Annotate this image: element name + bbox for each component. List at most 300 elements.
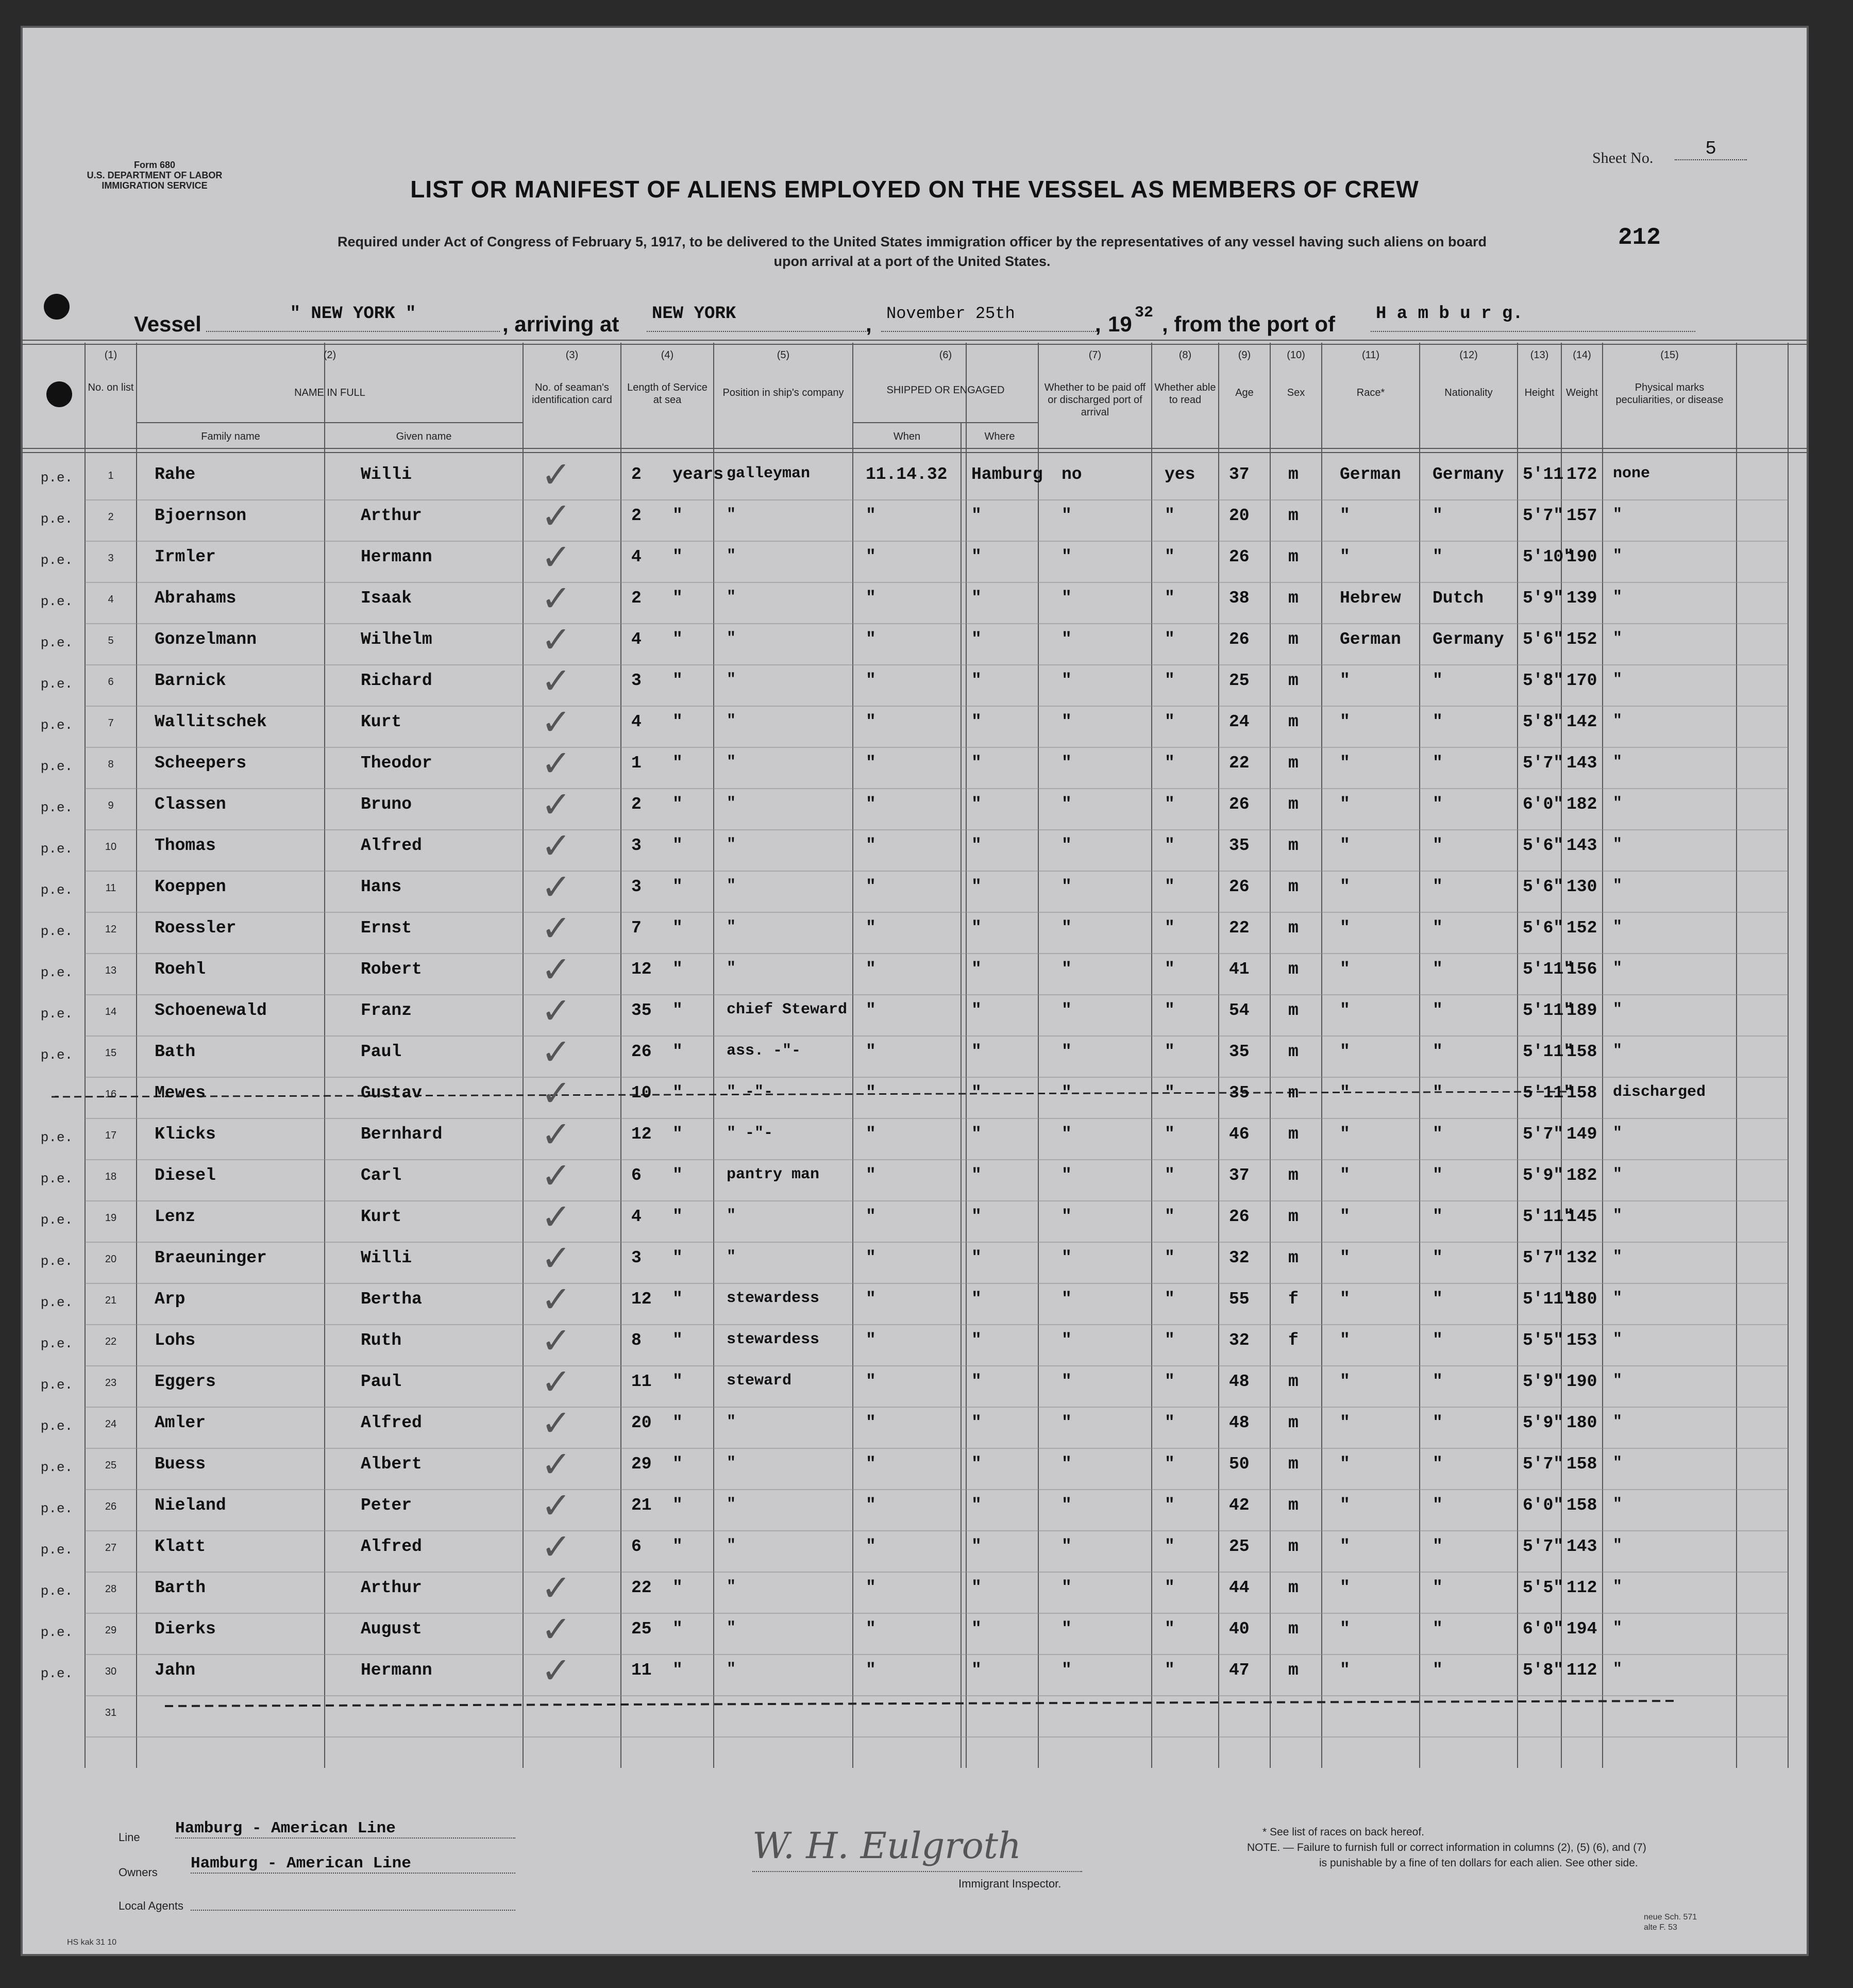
able-to-read: ": [1165, 1001, 1175, 1020]
pe-mark: p.e.: [40, 1130, 73, 1145]
service-unit: ": [672, 1331, 683, 1350]
service-length: 1: [631, 754, 642, 773]
given-name: Ruth: [361, 1331, 402, 1350]
row-number: 31: [105, 1707, 117, 1718]
position: stewardess: [727, 1290, 820, 1307]
pe-mark: p.e.: [40, 1047, 73, 1063]
table-row: [21, 1237, 1809, 1283]
age: 22: [1229, 918, 1250, 938]
given-name: Bruno: [361, 795, 412, 814]
family-name: Schoenewald: [155, 1001, 267, 1020]
row-number: 26: [105, 1501, 117, 1512]
table-row: [21, 1155, 1809, 1201]
paid-off: ": [1062, 1290, 1072, 1309]
archive-ref-new: neue Sch. 571: [1644, 1913, 1697, 1922]
position: ass. -"-: [727, 1042, 801, 1060]
physical-marks: ": [1613, 712, 1623, 730]
row-number: 28: [105, 1583, 117, 1595]
height: 5'10": [1523, 547, 1574, 566]
sex: m: [1288, 506, 1299, 525]
race: ": [1340, 1042, 1350, 1061]
weight: 190: [1566, 1372, 1597, 1391]
weight: 157: [1566, 506, 1597, 525]
comma-sep-2: ,: [1095, 312, 1101, 336]
age: 38: [1229, 589, 1250, 608]
family-name: Koeppen: [155, 877, 226, 896]
sheet-number-label: Sheet No.: [1592, 149, 1654, 166]
row-number: 23: [105, 1377, 117, 1389]
service-unit: ": [672, 1083, 683, 1102]
shipped-where: ": [971, 1042, 982, 1061]
header-read-num: (8): [1178, 349, 1192, 361]
form-number: Form 680: [133, 160, 176, 170]
age: 48: [1229, 1413, 1250, 1432]
able-to-read: ": [1165, 1042, 1175, 1061]
check-mark-icon: ✓: [541, 1526, 571, 1568]
row-number: 20: [105, 1254, 117, 1265]
given-name: Ernst: [361, 918, 412, 938]
check-mark-icon: ✓: [541, 1443, 571, 1485]
service-unit: ": [672, 960, 683, 979]
weight: 189: [1566, 1001, 1597, 1020]
physical-marks: ": [1613, 795, 1623, 812]
physical-marks: none: [1613, 465, 1650, 482]
weight: 190: [1566, 547, 1597, 566]
pe-mark: -: [53, 1089, 61, 1104]
family-name: Dierks: [155, 1619, 216, 1639]
age: 24: [1229, 712, 1250, 731]
row-number: 12: [105, 924, 117, 935]
table-row: [21, 1361, 1809, 1407]
nationality: ": [1433, 1661, 1443, 1680]
height: 5'6": [1523, 836, 1564, 855]
nationality: ": [1433, 1001, 1443, 1020]
header-position-num: (5): [777, 349, 790, 361]
weight: 153: [1566, 1331, 1597, 1350]
inspector-label: Immigrant Inspector.: [958, 1877, 1062, 1890]
row-number: 5: [108, 635, 114, 646]
service-length: 2: [631, 589, 642, 608]
age: 20: [1229, 506, 1250, 525]
weight: 143: [1566, 836, 1597, 855]
shipped-where: ": [971, 1372, 982, 1391]
given-name: Paul: [361, 1372, 402, 1391]
shipped-when: ": [866, 506, 876, 525]
weight: 152: [1566, 918, 1597, 938]
age: 47: [1229, 1661, 1250, 1680]
paid-off: no: [1062, 465, 1082, 484]
sex: m: [1288, 1372, 1299, 1391]
physical-marks: ": [1613, 1413, 1623, 1431]
position: ": [727, 1537, 736, 1555]
service-unit: years: [672, 465, 724, 484]
paid-off: ": [1062, 671, 1072, 690]
table-row: [21, 866, 1809, 912]
pe-mark: p.e.: [40, 1460, 73, 1475]
shipped-where: ": [971, 1083, 982, 1102]
shipped-when: ": [866, 960, 876, 979]
table-row: [21, 660, 1809, 706]
able-to-read: ": [1165, 506, 1175, 525]
row-number: 25: [105, 1460, 117, 1471]
check-mark-icon: ✓: [541, 536, 571, 578]
race: ": [1340, 1619, 1350, 1639]
check-mark-icon: ✓: [541, 825, 571, 867]
shipped-where: ": [971, 1496, 982, 1515]
table-row: [21, 1696, 1809, 1737]
pe-mark: p.e.: [40, 1336, 73, 1351]
weight: 170: [1566, 671, 1597, 690]
note-races: * See list of races on back hereof.: [1262, 1826, 1425, 1838]
family-name: Lenz: [155, 1207, 196, 1226]
header-id-card: No. of seaman's identification card: [532, 382, 612, 406]
given-name: Paul: [361, 1042, 402, 1061]
service-length: 2: [631, 795, 642, 814]
race: ": [1340, 1496, 1350, 1515]
race: ": [1340, 1083, 1350, 1102]
check-mark-icon: ✓: [541, 1402, 571, 1444]
able-to-read: ": [1165, 1455, 1175, 1474]
shipped-where: ": [971, 795, 982, 814]
race: ": [1340, 1331, 1350, 1350]
shipped-when: ": [866, 1042, 876, 1061]
physical-marks: ": [1613, 1537, 1623, 1555]
header-age-num: (9): [1238, 349, 1251, 361]
family-name: Thomas: [155, 836, 216, 855]
department: U.S. DEPARTMENT OF LABOR: [87, 170, 223, 180]
table-row: [21, 1196, 1809, 1242]
able-to-read: ": [1165, 1413, 1175, 1432]
given-name: Franz: [361, 1001, 412, 1020]
race: ": [1340, 712, 1350, 731]
able-to-read: ": [1165, 1661, 1175, 1680]
service-length: 11: [631, 1372, 652, 1391]
sex: m: [1288, 1455, 1299, 1474]
sex: m: [1288, 465, 1299, 484]
service-unit: ": [672, 1001, 683, 1020]
weight: 112: [1566, 1578, 1597, 1597]
header-id-card-num: (3): [565, 349, 579, 361]
comma-sep: ,: [866, 312, 872, 336]
given-name: Hermann: [361, 1661, 432, 1680]
service-length: 22: [631, 1578, 652, 1597]
shipped-where: ": [971, 836, 982, 855]
physical-marks: ": [1613, 918, 1623, 936]
check-mark-icon: ✓: [541, 577, 571, 620]
shipped-where: ": [971, 1290, 982, 1309]
position: galleyman: [727, 465, 811, 482]
race: ": [1340, 1248, 1350, 1267]
year-suffix: 32: [1135, 304, 1154, 322]
able-to-read: ": [1165, 671, 1175, 690]
header-where: Where: [984, 431, 1015, 442]
service-length: 2: [631, 506, 642, 525]
height: 5'11": [1523, 1083, 1574, 1102]
header-shipped-num: (6): [939, 349, 952, 361]
physical-marks: ": [1613, 1372, 1623, 1390]
family-name: Scheepers: [155, 754, 247, 773]
table-row: [21, 948, 1809, 995]
row-number: 27: [105, 1542, 117, 1553]
shipped-when: ": [866, 918, 876, 938]
check-mark-icon: ✓: [541, 783, 571, 826]
position: ": [727, 630, 736, 647]
header-position: Position in ship's company: [722, 387, 844, 398]
table-row: [21, 1484, 1809, 1531]
sex: m: [1288, 1083, 1299, 1102]
service-unit: ": [672, 1125, 683, 1144]
sex: m: [1288, 1207, 1299, 1226]
given-name: Gustav: [361, 1083, 422, 1102]
position: ": [727, 712, 736, 730]
pe-mark: p.e.: [40, 1212, 73, 1228]
height: 5'8": [1523, 671, 1564, 690]
check-mark-icon: ✓: [541, 1113, 571, 1156]
arriving-port: NEW YORK: [647, 304, 868, 332]
sex: m: [1288, 671, 1299, 690]
weight: 182: [1566, 1166, 1597, 1185]
given-name: Hans: [361, 877, 402, 896]
service-unit: ": [672, 1578, 683, 1597]
sex: m: [1288, 1496, 1299, 1515]
age: 55: [1229, 1290, 1250, 1309]
shipped-when: ": [866, 671, 876, 690]
age: 50: [1229, 1455, 1250, 1474]
position: ": [727, 795, 736, 812]
nationality: ": [1433, 1537, 1443, 1556]
shipped-when: ": [866, 1578, 876, 1597]
weight: 145: [1566, 1207, 1597, 1226]
shipped-where: ": [971, 589, 982, 608]
race: ": [1340, 547, 1350, 566]
shipped-when: ": [866, 1661, 876, 1680]
service-length: 2: [631, 465, 642, 484]
physical-marks: ": [1613, 1166, 1623, 1183]
position: ": [727, 1619, 736, 1637]
shipped-where: ": [971, 960, 982, 979]
physical-marks: ": [1613, 589, 1623, 606]
sex: m: [1288, 795, 1299, 814]
row-number: 14: [105, 1006, 117, 1017]
row-number: 11: [105, 882, 116, 894]
check-mark-icon: ✓: [541, 1567, 571, 1609]
nationality: ": [1433, 1207, 1443, 1226]
sex: f: [1288, 1331, 1299, 1350]
paid-off: ": [1062, 1661, 1072, 1680]
position: " -"-: [727, 1125, 773, 1142]
able-to-read: ": [1165, 918, 1175, 938]
family-name: Eggers: [155, 1372, 216, 1391]
given-name: Peter: [361, 1496, 412, 1515]
header-shipped: SHIPPED OR ENGAGED: [886, 385, 1005, 396]
able-to-read: ": [1165, 1290, 1175, 1309]
pe-mark: p.e.: [40, 882, 73, 898]
height: 5'7": [1523, 1537, 1564, 1556]
sex: m: [1288, 1042, 1299, 1061]
nationality: ": [1433, 1619, 1443, 1639]
pe-mark: p.e.: [40, 1418, 73, 1434]
position: chief Steward: [727, 1001, 848, 1018]
given-name: August: [361, 1619, 422, 1639]
shipped-when: ": [866, 1331, 876, 1350]
shipped-where: ": [971, 1619, 982, 1639]
check-mark-icon: ✓: [541, 1484, 571, 1527]
nationality: ": [1433, 1455, 1443, 1474]
age: 37: [1229, 1166, 1250, 1185]
given-name: Kurt: [361, 712, 402, 731]
row-number: 15: [105, 1047, 117, 1059]
given-name: Wilhelm: [361, 630, 432, 649]
service-unit: ": [672, 795, 683, 814]
age: 46: [1229, 1125, 1250, 1144]
race: ": [1340, 1290, 1350, 1309]
able-to-read: ": [1165, 1619, 1175, 1639]
family-name: Klicks: [155, 1125, 216, 1144]
check-mark-icon: ✓: [541, 1031, 571, 1073]
nationality: ": [1433, 960, 1443, 979]
shipped-where: ": [971, 712, 982, 731]
row-number: 13: [105, 965, 117, 976]
race: ": [1340, 1125, 1350, 1144]
weight: 194: [1566, 1619, 1597, 1639]
paid-off: ": [1062, 1455, 1072, 1474]
paid-off: ": [1062, 1125, 1072, 1144]
service-length: 6: [631, 1166, 642, 1185]
weight: 180: [1566, 1290, 1597, 1309]
shipped-when: ": [866, 1290, 876, 1309]
family-name: Klatt: [155, 1537, 206, 1556]
paid-off: ": [1062, 1083, 1072, 1102]
shipped-when: ": [866, 877, 876, 896]
pe-mark: p.e.: [40, 594, 73, 609]
age: 35: [1229, 1042, 1250, 1061]
service-unit: ": [672, 1166, 683, 1185]
sheet-number: 5: [1675, 138, 1747, 160]
check-mark-icon: ✓: [541, 701, 571, 743]
height: 5'6": [1523, 918, 1564, 938]
age: 26: [1229, 547, 1250, 566]
shipped-where: Hamburg: [971, 465, 1043, 484]
subtitle-line-2: upon arrival at a port of the United States.: [773, 254, 1051, 269]
position: ": [727, 547, 736, 565]
nationality: ": [1433, 1042, 1443, 1061]
service-unit: ": [672, 1537, 683, 1556]
able-to-read: ": [1165, 547, 1175, 566]
sex: m: [1288, 630, 1299, 649]
race: ": [1340, 1001, 1350, 1020]
from-port: H a m b u r g.: [1371, 304, 1695, 332]
line-value: Hamburg - American Line: [175, 1819, 515, 1839]
sex: m: [1288, 1619, 1299, 1639]
service: IMMIGRATION SERVICE: [102, 180, 208, 191]
able-to-read: ": [1165, 754, 1175, 773]
table-row: [21, 1443, 1809, 1490]
paid-off: ": [1062, 877, 1072, 896]
check-mark-icon: ✓: [541, 1649, 571, 1692]
line-label: Line: [119, 1831, 140, 1844]
height: 5'9": [1523, 1372, 1564, 1391]
shipped-when: ": [866, 1248, 876, 1267]
service-unit: ": [672, 1207, 683, 1226]
nationality: ": [1433, 918, 1443, 938]
given-name: Arthur: [361, 1578, 422, 1597]
note-failure: NOTE. — Failure to furnish full or correct information in columns (2), (5) (6), and (7): [1247, 1842, 1646, 1853]
service-length: 4: [631, 630, 642, 649]
row-number: 9: [108, 800, 114, 811]
shipped-when: ": [866, 1455, 876, 1474]
pe-mark: p.e.: [40, 635, 73, 650]
notes: [1247, 1825, 1788, 1871]
shipped-where: ": [971, 506, 982, 525]
given-name: Theodor: [361, 754, 432, 773]
check-mark-icon: ✓: [541, 1155, 571, 1197]
header-sex-num: (10): [1287, 349, 1305, 361]
race: ": [1340, 795, 1350, 814]
nationality: ": [1433, 754, 1443, 773]
family-name: Rahe: [155, 465, 196, 484]
table-row: [21, 990, 1809, 1036]
physical-marks: ": [1613, 1207, 1623, 1225]
position: ": [727, 1207, 736, 1225]
sex: m: [1288, 589, 1299, 608]
header-no: No. on list: [88, 382, 134, 393]
pe-mark: p.e.: [40, 1171, 73, 1187]
table-row: [21, 742, 1809, 789]
family-name: Lohs: [155, 1331, 196, 1350]
pe-mark: p.e.: [40, 511, 73, 527]
physical-marks: ": [1613, 1496, 1623, 1513]
pe-mark: p.e.: [40, 924, 73, 939]
service-unit: ": [672, 506, 683, 525]
header-race: Race*: [1356, 387, 1385, 398]
paid-off: ": [1062, 1496, 1072, 1515]
service-unit: ": [672, 877, 683, 896]
given-name: Arthur: [361, 506, 422, 525]
family-name: Arp: [155, 1290, 186, 1309]
weight: 158: [1566, 1496, 1597, 1515]
paid-off: ": [1062, 1166, 1072, 1185]
nationality: ": [1433, 712, 1443, 731]
able-to-read: ": [1165, 960, 1175, 979]
header-nationality-num: (12): [1459, 349, 1478, 361]
paid-off: ": [1062, 506, 1072, 525]
service-length: 3: [631, 877, 642, 896]
service-length: 11: [631, 1661, 652, 1680]
sex: m: [1288, 877, 1299, 896]
height: 5'6": [1523, 877, 1564, 896]
nationality: ": [1433, 506, 1443, 525]
given-name: Isaak: [361, 589, 412, 608]
table-row: [21, 1649, 1809, 1696]
sex: m: [1288, 547, 1299, 566]
race: ": [1340, 1537, 1350, 1556]
height: 5'9": [1523, 589, 1564, 608]
header-marks: Physical marks peculiarities, or disease: [1615, 382, 1724, 406]
shipped-when: ": [866, 836, 876, 855]
height: 5'6": [1523, 630, 1564, 649]
shipped-when: ": [866, 1001, 876, 1020]
paid-off: ": [1062, 1042, 1072, 1061]
owners-label: Owners: [119, 1866, 158, 1879]
shipped-when: ": [866, 1166, 876, 1185]
paid-off: ": [1062, 918, 1072, 938]
weight: 172: [1566, 465, 1597, 484]
shipped-when: 11.14.32: [866, 465, 948, 484]
check-mark-icon: ✓: [541, 1237, 571, 1279]
service-unit: ": [672, 836, 683, 855]
pe-mark: p.e.: [40, 1625, 73, 1640]
inspector-signature: W. H. Eulgroth: [752, 1825, 1021, 1867]
